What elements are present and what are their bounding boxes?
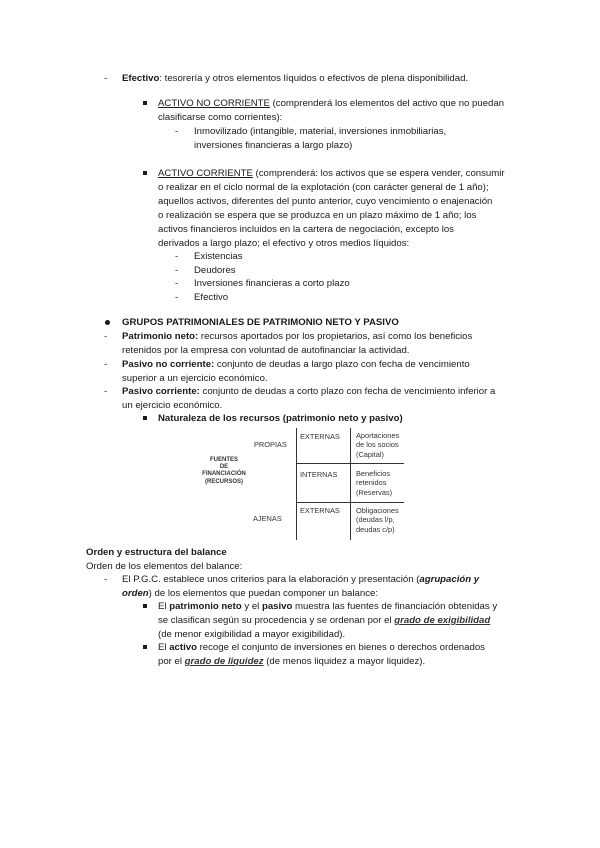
- dash-marker: -: [104, 331, 108, 342]
- activo-orden-line1: El activo recoge el conjunto de inversiones en bienes o derechos ordenados: [158, 642, 485, 653]
- activo-corriente-line: o realizar en el ciclo normal de la explotación (con carácter general de 1 año);: [158, 182, 489, 193]
- square-bullet-icon: [143, 171, 147, 175]
- table-divider: [296, 463, 404, 464]
- round-bullet-icon: [105, 320, 110, 325]
- pasivo-corriente-line1: Pasivo corriente: conjunto de deudas a corto plazo con fecha de vencimiento inferior a: [122, 386, 496, 397]
- internas-label: INTERNAS: [300, 470, 338, 479]
- orden-subheading: Orden de los elementos del balance:: [86, 561, 243, 572]
- activo-corriente-item: Deudores: [194, 265, 236, 276]
- dash-marker: -: [175, 126, 179, 137]
- table-divider: [350, 428, 351, 540]
- activo-no-corriente-item: Inmovilizado (intangible, material, inversiones inmobiliarias,: [194, 126, 447, 137]
- pgc-line1: El P.G.C. establece unos criterios para la elaboración y presentación (agrupación y: [122, 574, 480, 585]
- externas-label: EXTERNAS: [300, 432, 340, 441]
- pasivo-no-corriente-line2: superior a un ejercicio económico.: [122, 373, 268, 384]
- activo-no-corriente-line2: clasificarse como corrientes):: [158, 112, 283, 123]
- dash-marker: -: [104, 386, 108, 397]
- orden-heading: Orden y estructura del balance: [86, 547, 227, 558]
- patrimonio-neto-line1: Patrimonio neto: recursos aportados por los propietarios, así como los beneficios: [122, 331, 473, 342]
- activo-corriente-item: Inversiones financieras a corto plazo: [194, 278, 350, 289]
- table-divider: [296, 502, 404, 503]
- activo-corriente-line: activos financieros incluidos en la cartera de negociación, excepto los: [158, 224, 454, 235]
- fuentes-label: FUENTES DE FINANCIACIÓN (RECURSOS): [202, 457, 246, 485]
- activo-corriente-line: o realización se espera que se produzca en un plazo máximo de 1 año; los: [158, 210, 477, 221]
- activo-corriente-item: Efectivo: [194, 292, 229, 303]
- ajenas-label: AJENAS: [253, 514, 282, 523]
- patrimonio-pasivo-line2: se clasifican según su procedencia y se ordenan por el grado de exigibilidad: [158, 615, 491, 626]
- dash-marker: -: [175, 251, 179, 262]
- patrimonio-pasivo-line1: El patrimonio neto y el pasivo muestra las fuentes de financiación obtenidas y: [158, 601, 498, 612]
- activo-no-corriente-line1: ACTIVO NO CORRIENTE (comprenderá los elementos del activo que no puedan: [158, 98, 505, 109]
- aportaciones-cell: Aportaciones de los socios (Capital): [356, 431, 400, 459]
- activo-corriente-line1: ACTIVO CORRIENTE (comprenderá: los activos que se espera vender, consumir: [158, 168, 505, 179]
- externas-label: EXTERNAS: [300, 506, 340, 515]
- square-bullet-icon: [143, 101, 147, 105]
- naturaleza-heading: Naturaleza de los recursos (patrimonio neto y pasivo): [158, 413, 403, 424]
- patrimonio-pasivo-line3: (de menor exigibilidad a mayor exigibilidad).: [158, 629, 346, 640]
- grupos-heading: GRUPOS PATRIMONIALES DE PATRIMONIO NETO Y PASIVO: [122, 317, 399, 328]
- square-bullet-icon: [143, 604, 147, 608]
- activo-corriente-line: derivados a largo plazo; el efectivo y otros medios líquidos:: [158, 238, 410, 249]
- square-bullet-icon: [143, 416, 147, 420]
- square-bullet-icon: [143, 645, 147, 649]
- dash-marker: -: [175, 278, 179, 289]
- pasivo-corriente-line2: un ejercicio económico.: [122, 400, 223, 411]
- activo-corriente-line: aquellos activos, diferentes del punto anterior, cuyo vencimiento o enajenación: [158, 196, 493, 207]
- dash-marker: -: [104, 73, 108, 84]
- table-divider: [296, 428, 297, 540]
- activo-orden-line2: por el grado de liquidez (de menos liquidez a mayor liquidez).: [158, 656, 426, 667]
- propias-label: PROPIAS: [254, 440, 287, 449]
- financing-sources-table: [196, 428, 404, 540]
- dash-marker: -: [175, 292, 179, 303]
- dash-marker: -: [104, 359, 108, 370]
- obligaciones-cell: Obligaciones (deudas l/p, deudas c/p): [356, 506, 399, 534]
- pasivo-no-corriente-line1: Pasivo no corriente: conjunto de deudas a largo plazo con fecha de vencimiento: [122, 359, 470, 370]
- patrimonio-neto-line2: retenidos por la empresa con voluntad de autofinanciar la actividad.: [122, 345, 410, 356]
- activo-no-corriente-item-cont: inversiones financieras a largo plazo): [194, 140, 353, 151]
- pgc-line2: orden) de los elementos que puedan componer un balance:: [122, 588, 378, 599]
- beneficios-cell: Beneficios retenidos (Reservas): [356, 469, 393, 497]
- dash-marker: -: [175, 265, 179, 276]
- activo-corriente-item: Existencias: [194, 251, 243, 262]
- efectivo-line: Efectivo: tesorería y otros elementos líquidos o efectivos de plena disponibilidad.: [122, 73, 469, 84]
- dash-marker: -: [104, 574, 108, 585]
